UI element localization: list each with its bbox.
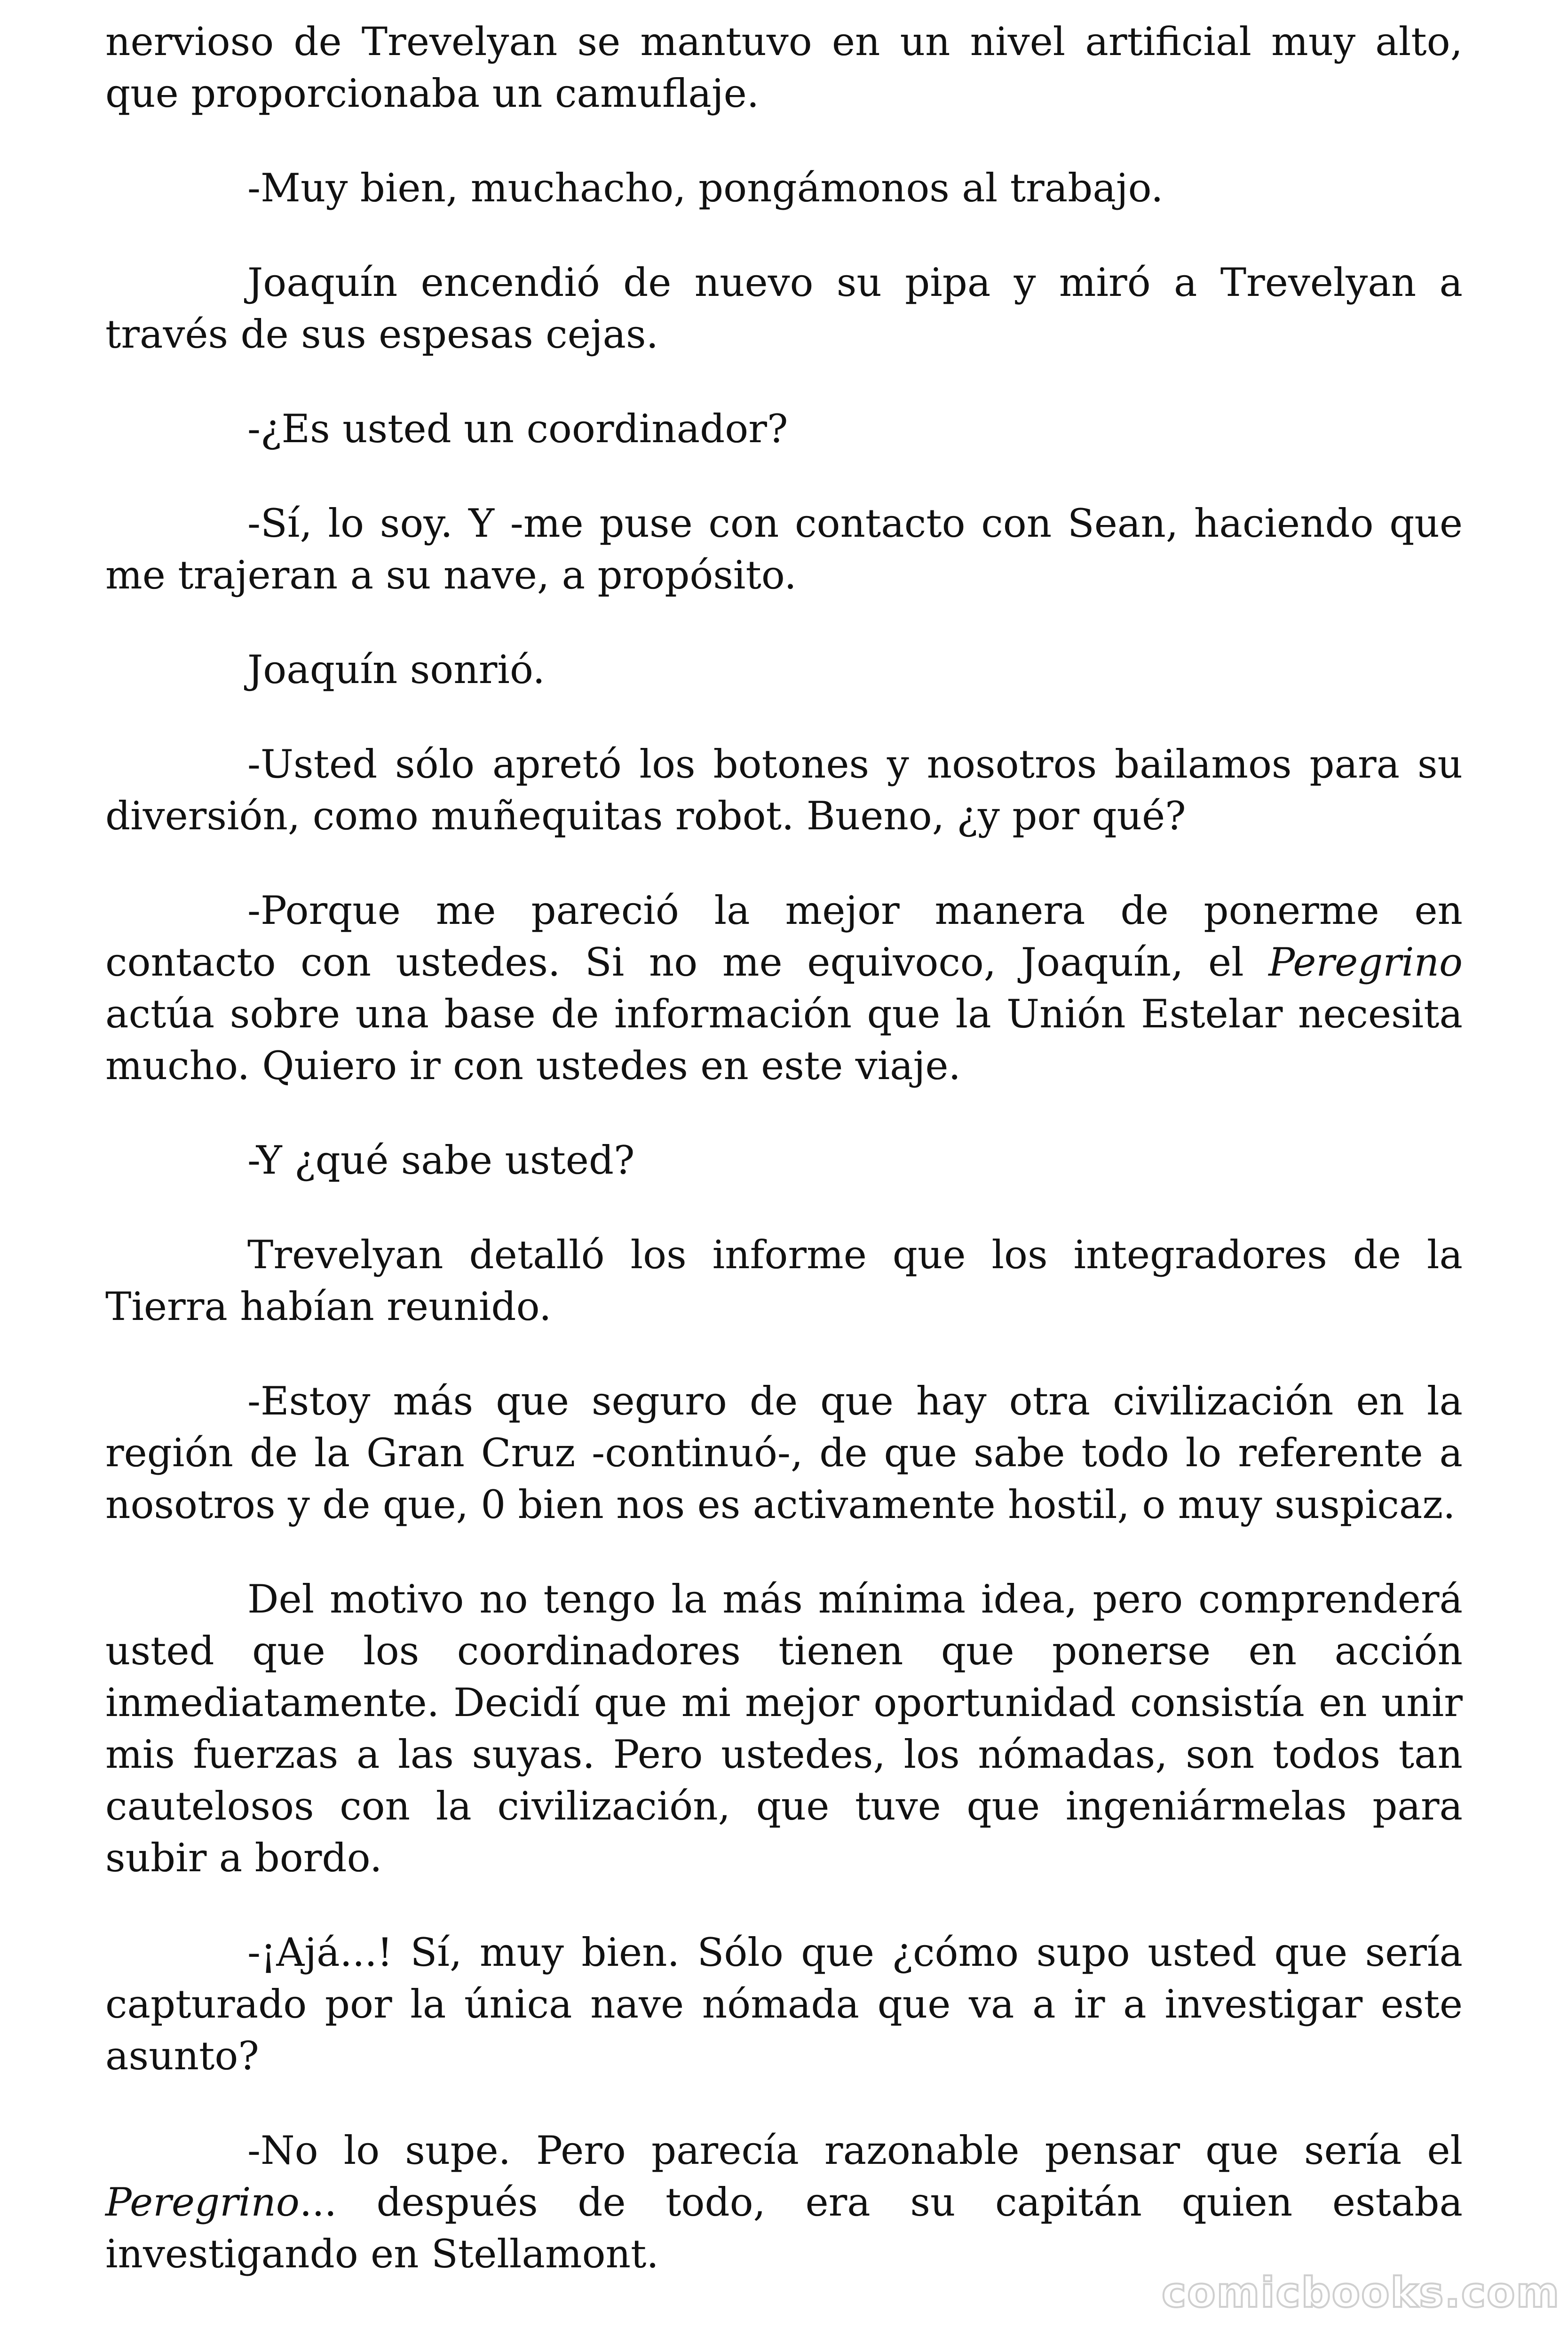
paragraph-text: -Porque me pareció la mejor manera de ponerme en contacto con ustedes. Si no me equivoco, Joaquín, el xyxy=(105,888,1463,985)
paragraph xyxy=(105,1375,1463,1531)
paragraph xyxy=(105,16,1463,119)
paragraph-text: Del motivo no tengo la más mínima idea, pero comprenderá usted que los coordinadores tienen que ponerse en acción inmediatamente. Decidí que mi mejor oportunidad consistía en unir mis fuerzas a las suyas. Pero ustedes, los nómadas, son todos tan cautelosos con la civilización, que tuve que ingeniármelas para subir a bordo. xyxy=(105,1576,1463,1881)
ship-name-italic: Peregrino xyxy=(1268,939,1463,985)
paragraph xyxy=(105,1135,1463,1186)
paragraph xyxy=(105,1927,1463,2082)
paragraph-text: actúa sobre una base de información que la Unión Estelar necesita mucho. Quiero ir con ustedes en este viaje. xyxy=(105,991,1463,1089)
paragraph-text: -Y ¿qué sabe usted? xyxy=(247,1137,635,1183)
paragraph xyxy=(105,739,1463,842)
paragraph-text: -¡Ajá...! Sí, muy bien. Sólo que ¿cómo supo usted que sería capturado por la única nave nómada que va a ir a investigar este asunto? xyxy=(105,1930,1463,2079)
paragraph xyxy=(105,403,1463,455)
paragraph-text: nervioso de Trevelyan se mantuvo en un nivel artificial muy alto, que proporcionaba un camuflaje. xyxy=(105,19,1463,116)
paragraph-text: Joaquín sonrió. xyxy=(247,647,545,692)
paragraph-text: -Sí, lo soy. Y -me puse con contacto con Sean, haciendo que me trajeran a su nave, a propósito. xyxy=(105,501,1463,598)
paragraph-text: Trevelyan detalló los informe que los integradores de la Tierra habían reunido. xyxy=(105,1232,1463,1329)
paragraph-text: Joaquín encendió de nuevo su pipa y miró a Trevelyan a través de sus espesas cejas. xyxy=(105,260,1463,357)
paragraph-text: -Muy bien, muchacho, pongámonos al trabajo. xyxy=(247,165,1164,211)
paragraph xyxy=(105,1573,1463,1884)
body-text xyxy=(105,16,1463,2280)
paragraph-text: -Usted sólo apretó los botones y nosotros bailamos para su diversión, como muñequitas robot. Bueno, ¿y por qué? xyxy=(105,741,1463,839)
paragraph-text: -No lo supe. Pero parecía razonable pensar que sería el xyxy=(247,2128,1463,2173)
paragraph xyxy=(105,498,1463,601)
paragraph xyxy=(105,885,1463,1092)
paragraph xyxy=(105,2125,1463,2280)
paragraph xyxy=(105,1229,1463,1333)
paragraph xyxy=(105,644,1463,696)
paragraph-text: ... después de todo, era su capitán quien estaba investigando en Stellamont. xyxy=(105,2179,1463,2277)
paragraph xyxy=(105,162,1463,214)
ship-name-italic: Peregrino xyxy=(105,2179,300,2225)
paragraph-text: -Estoy más que seguro de que hay otra civilización en la región de la Gran Cruz -continuó-, de que sabe todo lo referente a nosotros y de que, 0 bien nos es activamente hostil, o muy suspicaz. xyxy=(105,1378,1463,1527)
watermark: comicbooks.com xyxy=(1162,2268,1560,2317)
paragraph-text: -¿Es usted un coordinador? xyxy=(247,406,788,452)
paragraph xyxy=(105,257,1463,360)
